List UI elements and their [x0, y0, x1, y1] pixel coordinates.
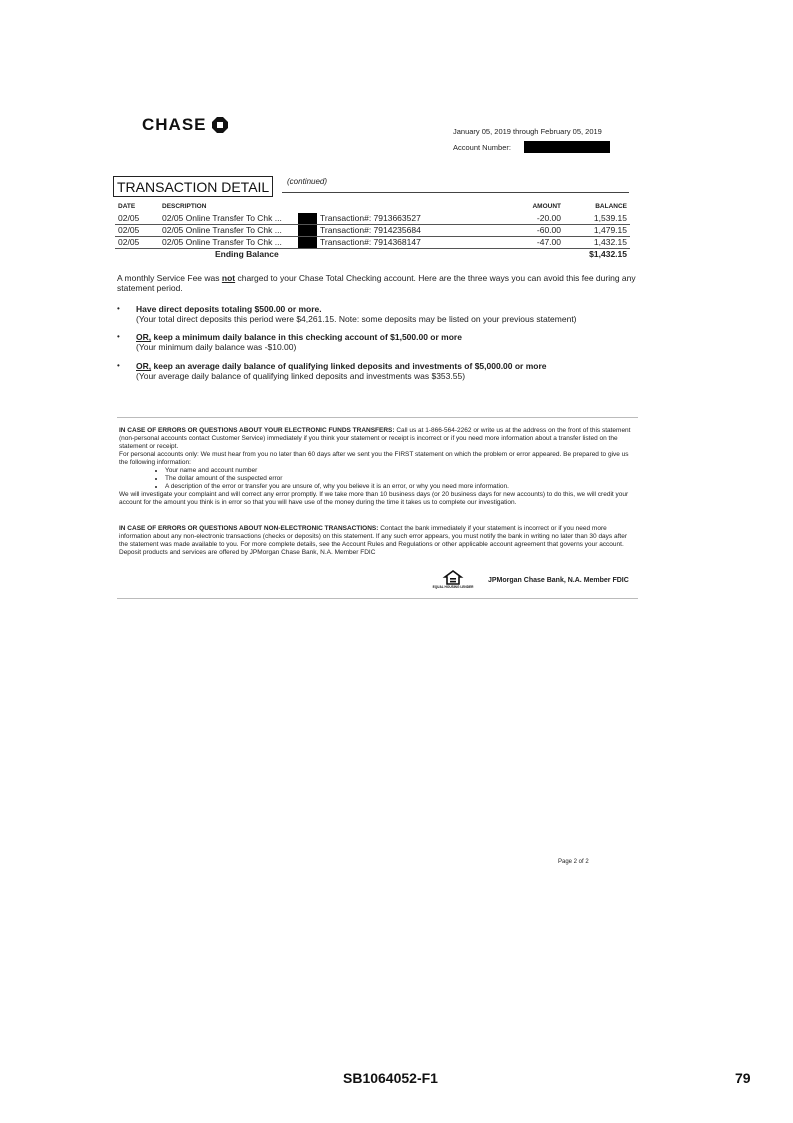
bullet-icon: •	[117, 332, 120, 341]
empty-cell	[477, 249, 564, 261]
member-fdic-line: JPMorgan Chase Bank, N.A. Member FDIC	[488, 577, 629, 584]
ending-balance-label: Ending Balance	[215, 249, 279, 259]
notice-text-before: A monthly Service Fee was	[117, 273, 222, 283]
row-amount: -60.00	[477, 225, 564, 237]
row-date: 02/05	[115, 237, 159, 249]
account-number-row	[453, 141, 610, 153]
transaction-table	[115, 201, 630, 260]
legal-top-divider	[117, 417, 638, 418]
option-heading: keep an average daily balance of qualifying linked deposits and investments of $5,000.00 or more	[151, 361, 547, 371]
option-prefix: OR,	[136, 332, 152, 342]
table-header-row	[115, 201, 630, 213]
redaction-block	[298, 213, 317, 224]
document-id: SB1064052-F1	[343, 1070, 438, 1086]
col-amount-header: AMOUNT	[532, 203, 561, 210]
chase-octagon-icon	[212, 117, 228, 133]
option-heading: Have direct deposits totaling $500.00 or more.	[136, 304, 322, 314]
row-transaction-number: Transaction#: 7914368147	[317, 237, 477, 249]
col-description-header: DESCRIPTION	[162, 203, 207, 210]
non-electronic-text: Contact the bank immediately if your statement is incorrect or if you need more information about any non-electronic transactions (checks or deposits) on this statement. If any such error appears, you must notify the bank in writing no later than 30 days after the statement was made available to you. For more complete details, see the Account Rules and Regulations or other applicable account agreement that governs your account. Deposit products and services are offered by JPMorgan Chase Bank, N.A. Member FDIC	[119, 525, 627, 556]
option-detail: (Your total direct deposits this period were $4,261.15. Note: some deposits may be listed on your previous statement)	[136, 314, 577, 324]
equal-housing-lender-icon	[432, 570, 474, 592]
option-detail: (Your average daily balance of qualifying linked deposits and investments was $353.55)	[136, 371, 466, 381]
row-transaction-number: Transaction#: 7913663527	[317, 213, 477, 225]
account-number-label: Account Number:	[453, 142, 511, 152]
document-page-number: 79	[735, 1070, 751, 1086]
row-date: 02/05	[115, 225, 159, 237]
row-description: 02/05 Online Transfer To Chk ...	[159, 237, 298, 249]
list-item: • The dollar amount of the suspected error	[165, 475, 636, 483]
ending-balance-row	[115, 249, 630, 261]
row-redacted-cell	[298, 225, 317, 237]
section-rule	[282, 192, 629, 193]
chase-logo	[142, 115, 228, 135]
redaction-block	[298, 237, 317, 248]
table-row	[115, 213, 630, 225]
option-heading: keep a minimum daily balance in this checking account of $1,500.00 or more	[151, 332, 462, 342]
notice-emphasis: not	[221, 273, 236, 283]
row-balance: 1,539.15	[564, 213, 630, 225]
bullet-icon: •	[117, 361, 120, 370]
col-date-header: DATE	[118, 203, 136, 210]
eft-heading: IN CASE OF ERRORS OR QUESTIONS ABOUT YOUR ELECTRONIC FUNDS TRANSFERS:	[119, 427, 395, 434]
option-prefix: OR,	[136, 361, 152, 371]
non-electronic-section	[119, 525, 636, 557]
bullet-icon: •	[117, 304, 120, 313]
row-transaction-number: Transaction#: 7914235684	[317, 225, 477, 237]
ending-balance-value: $1,432.15	[589, 249, 627, 259]
page-number: Page 2 of 2	[558, 859, 589, 865]
list-item: • A description of the error or transfer you are unsure of, why you believe it is an error, or why you need more information.	[165, 483, 636, 491]
non-electronic-heading: IN CASE OF ERRORS OR QUESTIONS ABOUT NON-ELECTRONIC TRANSACTIONS:	[119, 525, 379, 532]
row-date: 02/05	[115, 213, 159, 225]
eft-errors-section	[119, 427, 636, 507]
row-redacted-cell	[298, 237, 317, 249]
table-row	[115, 225, 630, 237]
service-fee-notice	[117, 273, 637, 293]
ehl-label: EQUAL HOUSING LENDER	[432, 585, 474, 589]
redacted-account-number	[524, 141, 610, 153]
row-description: 02/05 Online Transfer To Chk ...	[159, 225, 298, 237]
list-item: • Your name and account number	[165, 467, 636, 475]
col-balance-header: BALANCE	[595, 203, 627, 210]
statement-period: January 05, 2019 through February 05, 2019	[453, 127, 602, 136]
continued-label: (continued)	[287, 177, 328, 186]
row-redacted-cell	[298, 213, 317, 225]
brand-name: CHASE	[142, 115, 207, 134]
table-row	[115, 237, 630, 249]
option-detail: (Your minimum daily balance was -$10.00)	[136, 342, 297, 352]
investigation-text: We will investigate your complaint and will correct any error promptly. If we take more than 10 business days (or 20 business days for new accounts) to do this, we will credit your account for the amount you think is in error so that you will have use of the money during the time it takes us to complete our investigation.	[119, 491, 629, 506]
row-amount: -20.00	[477, 213, 564, 225]
row-balance: 1,432.15	[564, 237, 630, 249]
notice-text-after: charged to your Chase Total Checking account. Here are the three ways you can avoid this fee during any statement period.	[117, 273, 636, 293]
empty-cell	[115, 249, 159, 261]
row-amount: -47.00	[477, 237, 564, 249]
row-description: 02/05 Online Transfer To Chk ...	[159, 213, 298, 225]
personal-accounts-text: For personal accounts only: We must hear from you no later than 60 days after we sent you the FIRST statement on which the problem or error appeared. Be prepared to give us the following information:	[119, 451, 629, 466]
row-balance: 1,479.15	[564, 225, 630, 237]
transaction-detail-title: TRANSACTION DETAIL	[113, 176, 273, 197]
legal-bottom-divider	[117, 598, 638, 599]
eft-text: Call us at 1-866-564-2262 or write us at the address on the front of this statement (non-personal accounts contact Customer Service) immediately if you think your statement or receipt is incorrect or if you need more information about a transfer listed on the statement or receipt.	[119, 427, 631, 450]
redaction-block	[298, 225, 317, 236]
required-info-list	[119, 467, 636, 491]
